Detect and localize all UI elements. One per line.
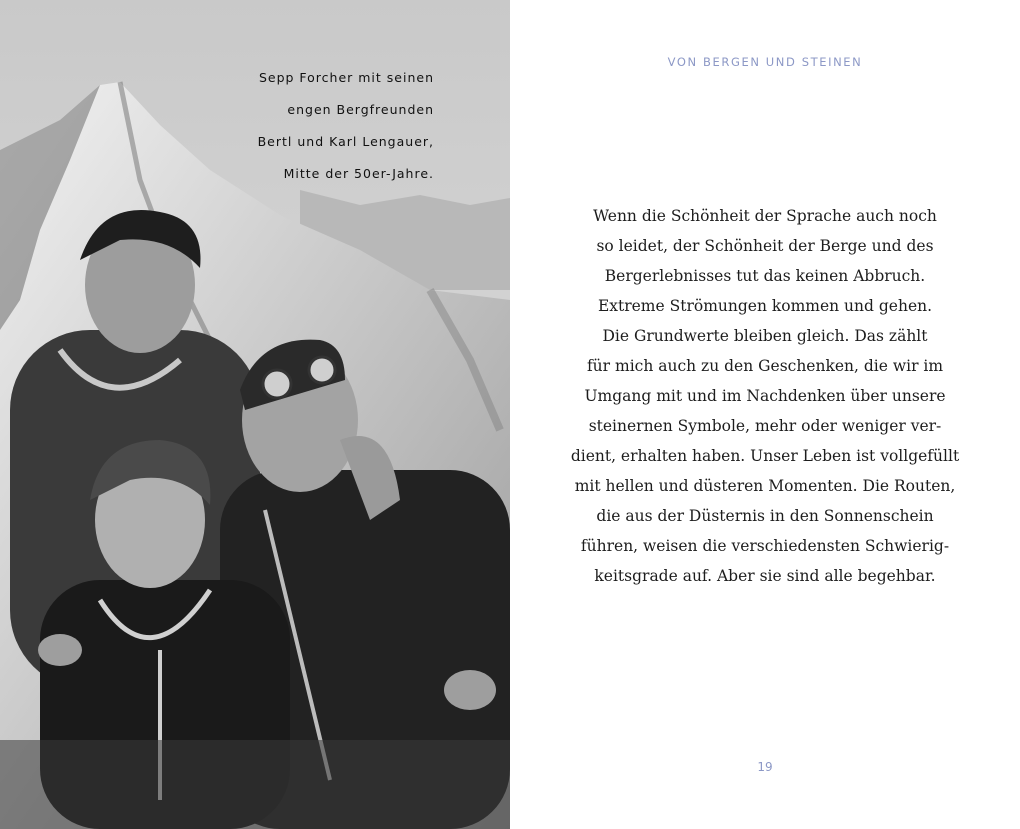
text-line: Umgang mit und im Nachdenken über unsere	[584, 387, 946, 405]
running-head: VON BERGEN UND STEINEN	[667, 55, 863, 69]
caption-line: Mitte der 50er-Jahre.	[283, 166, 434, 181]
body-text	[560, 201, 970, 591]
text-line: steinernen Symbole, mehr oder weniger ver-	[588, 417, 942, 435]
page-number: 19	[757, 760, 773, 774]
text-line: für mich auch zu den Geschenken, die wir im	[586, 357, 944, 375]
text-line: Die Grundwerte bleiben gleich. Das zählt	[602, 327, 928, 345]
text-line: Wenn die Schönheit der Sprache auch noch	[593, 207, 937, 225]
text-line: Extreme Strömungen kommen und gehen.	[597, 297, 933, 315]
right-page	[510, 0, 1020, 829]
text-line: führen, weisen die verschiedensten Schwierig-	[580, 537, 950, 555]
caption-line: Bertl und Karl Lengauer,	[257, 134, 434, 149]
caption-line: engen Bergfreunden	[287, 102, 434, 117]
caption-line: Sepp Forcher mit seinen	[258, 70, 434, 85]
text-line: Bergerlebnisses tut das keinen Abbruch.	[604, 267, 926, 285]
text-line: dient, erhalten haben. Unser Leben ist vollgefüllt	[570, 447, 960, 465]
text-line: mit hellen und düsteren Momenten. Die Routen,	[574, 477, 956, 495]
text-line: so leidet, der Schönheit der Berge und des	[596, 237, 934, 255]
text-line: keitsgrade auf. Aber sie sind alle begehbar.	[594, 567, 936, 585]
photo-caption	[194, 54, 434, 198]
text-line: die aus der Düsternis in den Sonnenschein	[596, 507, 934, 525]
